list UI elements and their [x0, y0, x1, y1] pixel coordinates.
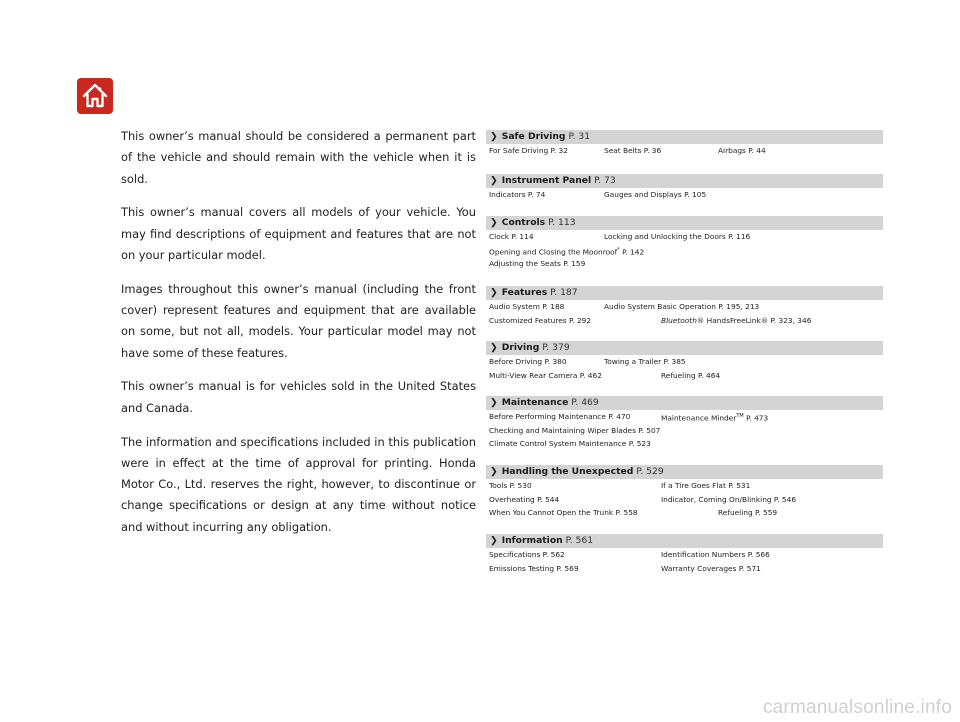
section-page: P. 187	[550, 287, 578, 298]
link-trunk[interactable]: When You Cannot Open the Trunk P. 558	[489, 508, 638, 517]
link-clock[interactable]: Clock P. 114	[489, 232, 534, 241]
section-link-safe-driving[interactable]	[486, 130, 883, 144]
link-audio-system[interactable]: Audio System P. 188	[489, 302, 565, 311]
link-handsfreelink-brand: Bluetooth	[661, 315, 697, 325]
toc-section-features	[486, 286, 883, 327]
intro-paragraph: Images throughout this owner’s manual (including the front cover) represent features and equipment that are available on some, but not all, models. Your particular model may not have some of these features.	[121, 281, 476, 360]
model-mark: *	[617, 246, 620, 253]
toc-section-information	[486, 534, 883, 575]
link-towing-trailer[interactable]: Towing a Trailer P. 385	[604, 357, 686, 366]
toc-section-safe-driving	[486, 130, 883, 158]
section-link-handling-unexpected[interactable]	[486, 465, 883, 479]
arrow-icon: ❯	[490, 175, 498, 186]
section-title: Features	[501, 287, 548, 298]
intro-text	[121, 126, 476, 551]
arrow-icon: ❯	[490, 342, 498, 353]
intro-paragraph: This owner’s manual should be considered a permanent part of the vehicle and should remain with the vehicle when it is sold.	[121, 129, 476, 186]
watermark: carmanualsonline.info	[762, 697, 952, 718]
section-title: Maintenance	[501, 397, 569, 408]
section-title: Driving	[501, 342, 540, 353]
link-tools[interactable]: Tools P. 530	[489, 481, 532, 490]
toc-section-driving	[486, 341, 883, 382]
intro-paragraph: This owner’s manual is for vehicles sold in the United States and Canada.	[121, 379, 476, 415]
link-before-maintenance[interactable]: Before Performing Maintenance P. 470	[489, 412, 631, 421]
intro-paragraph: The information and specifications included in this publication were in effect at the time of approval for printing. Honda Motor Co., Ltd. reserves the right, however, to discontinue or change specifications or design at any time without notice and without incurring any obligation.	[121, 434, 476, 534]
section-page: P. 31	[568, 131, 591, 142]
arrow-icon: ❯	[490, 397, 498, 408]
section-page: P. 561	[565, 535, 594, 546]
section-link-features[interactable]	[486, 286, 883, 300]
section-link-information[interactable]	[486, 534, 883, 548]
section-link-driving[interactable]	[486, 341, 883, 355]
toc-section-handling-unexpected	[486, 465, 883, 520]
link-maintenance-minder-label: Maintenance Minder	[661, 413, 737, 423]
link-adjusting-seats[interactable]: Adjusting the Seats P. 159	[489, 259, 586, 268]
section-link-maintenance[interactable]	[486, 396, 883, 410]
link-customized-features[interactable]: Customized Features P. 292	[489, 315, 592, 325]
link-identification-numbers[interactable]: Identification Numbers P. 566	[661, 550, 770, 559]
section-title: Information	[501, 535, 563, 546]
section-link-instrument-panel[interactable]	[486, 174, 883, 188]
intro-paragraph: This owner’s manual covers all models of your vehicle. You may find descriptions of equipment and features that are not on your particular model.	[121, 205, 476, 262]
section-page: P. 113	[548, 217, 576, 228]
link-indicators[interactable]: Indicators P. 74	[489, 190, 546, 199]
home-button[interactable]	[77, 78, 113, 114]
section-page: P. 73	[594, 175, 616, 186]
toc-section-maintenance	[486, 396, 883, 451]
link-moonroof-label: Opening and Closing the Moonroof	[489, 246, 618, 256]
home-icon	[81, 82, 109, 110]
link-emissions-testing[interactable]: Emissions Testing P. 569	[489, 563, 579, 573]
arrow-icon: ❯	[490, 466, 498, 477]
link-seat-belts[interactable]: Seat Belts P. 36	[604, 146, 662, 155]
trademark-mark: TM	[736, 413, 744, 419]
section-page: P. 529	[636, 466, 664, 477]
link-specifications[interactable]: Specifications P. 562	[489, 550, 565, 559]
link-refueling-unexpected[interactable]: Refueling P. 559	[718, 508, 778, 517]
section-title: Controls	[501, 217, 546, 228]
link-wiper-blades[interactable]: Checking and Maintaining Wiper Blades P. 507	[489, 425, 661, 435]
section-link-controls[interactable]	[486, 216, 883, 230]
link-rear-camera[interactable]: Multi-View Rear Camera P. 462	[489, 370, 602, 380]
section-title: Instrument Panel	[501, 175, 592, 186]
link-maintenance-minder-page: P. 473	[743, 413, 769, 423]
link-indicator-blinking[interactable]: Indicator, Coming On/Blinking P. 546	[661, 494, 797, 504]
arrow-icon: ❯	[490, 131, 498, 142]
link-audio-basic-operation[interactable]: Audio System Basic Operation P. 195, 213	[604, 302, 760, 311]
link-climate-control[interactable]: Climate Control System Maintenance P. 523	[489, 439, 651, 448]
link-overheating[interactable]: Overheating P. 544	[489, 494, 560, 504]
link-airbags[interactable]: Airbags P. 44	[718, 146, 766, 155]
link-tire-flat[interactable]: If a Tire Goes Flat P. 531	[661, 481, 751, 490]
section-page: P. 379	[542, 342, 570, 353]
link-before-driving[interactable]: Before Driving P. 380	[489, 357, 567, 366]
section-title: Handling the Unexpected	[501, 466, 634, 477]
link-handsfreelink-label: ® HandsFreeLink® P. 323, 346	[696, 315, 812, 325]
link-moonroof-page: P. 142	[619, 246, 645, 256]
section-page: P. 469	[571, 397, 599, 408]
link-refueling[interactable]: Refueling P. 464	[661, 370, 721, 380]
toc-section-controls	[486, 216, 883, 271]
toc-section-instrument-panel	[486, 174, 883, 202]
link-for-safe-driving[interactable]: For Safe Driving P. 32	[489, 146, 568, 155]
arrow-icon: ❯	[490, 217, 498, 228]
link-warranty[interactable]: Warranty Coverages P. 571	[661, 563, 761, 573]
link-gauges-displays[interactable]: Gauges and Displays P. 105	[604, 190, 707, 199]
link-locking-doors[interactable]: Locking and Unlocking the Doors P. 116	[604, 232, 751, 241]
arrow-icon: ❯	[490, 535, 498, 546]
section-title: Safe Driving	[501, 131, 566, 142]
arrow-icon: ❯	[490, 287, 498, 298]
link-handsfreelink[interactable]	[661, 314, 811, 328]
